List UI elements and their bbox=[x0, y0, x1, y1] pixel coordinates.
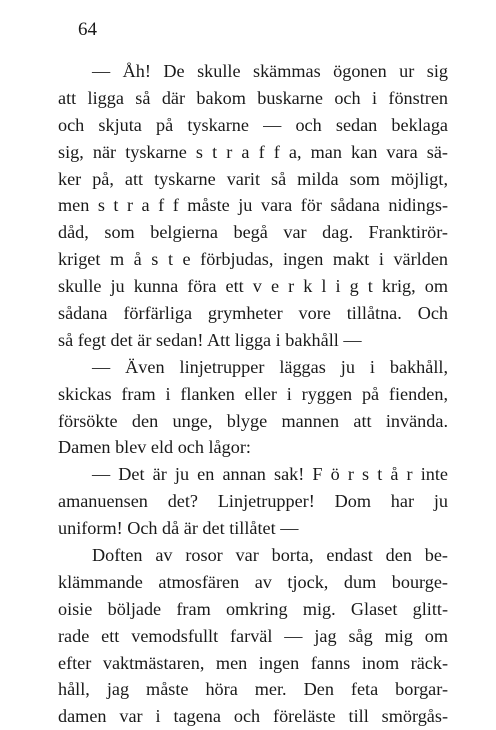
text-line: kriget m å s t e förbjudas, ingen makt i världen bbox=[58, 249, 448, 270]
text-line: klämmande atmosfären av tjock, dum bourge- bbox=[58, 571, 448, 592]
text-line: men s t r a f f måste ju vara för sådana nidings- bbox=[58, 195, 448, 216]
text-line: — Det är ju en annan sak! F ö r s t å r inte bbox=[92, 464, 448, 485]
text-line: Damen blev eld och lågor: bbox=[58, 437, 251, 458]
text-line: och skjuta på tyskarne — och sedan beklaga bbox=[58, 114, 448, 135]
text-line: amanuensen det? Linjetrupper! Dom har ju bbox=[58, 491, 448, 512]
page-number: 64 bbox=[78, 19, 97, 40]
text-line: oisie böljade fram omkring mig. Glaset glitt- bbox=[58, 598, 448, 619]
text-line: skulle ju kunna föra ett v e r k l i g t krig, om bbox=[58, 276, 448, 297]
text-line: håll, jag måste höra mer. Den feta borgar- bbox=[58, 679, 448, 700]
text-line: skickas fram i flanken eller i ryggen på fienden, bbox=[58, 383, 448, 404]
text-line: uniform! Och då är det tillåtet — bbox=[58, 518, 299, 539]
text-line: ker på, att tyskarne varit så milda som möjligt, bbox=[58, 168, 448, 189]
text-line: rade ett vemodsfullt farväl — jag såg mig om bbox=[58, 625, 448, 646]
text-line: damen var i tagena och föreläste till smörgås- bbox=[58, 706, 448, 727]
text-line: försökte den unge, blyge mannen att invända. bbox=[58, 410, 448, 431]
text-line: — Även linjetrupper läggas ju i bakhåll, bbox=[92, 356, 448, 377]
text-line: — Åh! De skulle skämmas ögonen ur sig bbox=[92, 61, 448, 81]
text-line: Doften av rosor var borta, endast den be- bbox=[92, 545, 448, 566]
text-line: efter vaktmästaren, men ingen fanns inom räck- bbox=[58, 652, 448, 673]
text-line: sådana förfärliga grymheter vore tillåtna. Och bbox=[58, 303, 448, 324]
text-line: dåd, som belgierna begå var dag. Franktirör- bbox=[58, 222, 448, 243]
text-line: att ligga så där bakom buskarne och i fönstren bbox=[58, 87, 448, 108]
body-text bbox=[58, 58, 448, 730]
text-line: så fegt det är sedan! Att ligga i bakhåll — bbox=[58, 329, 362, 350]
text-line: sig, när tyskarne s t r a f f a, man kan vara sä- bbox=[58, 141, 448, 162]
